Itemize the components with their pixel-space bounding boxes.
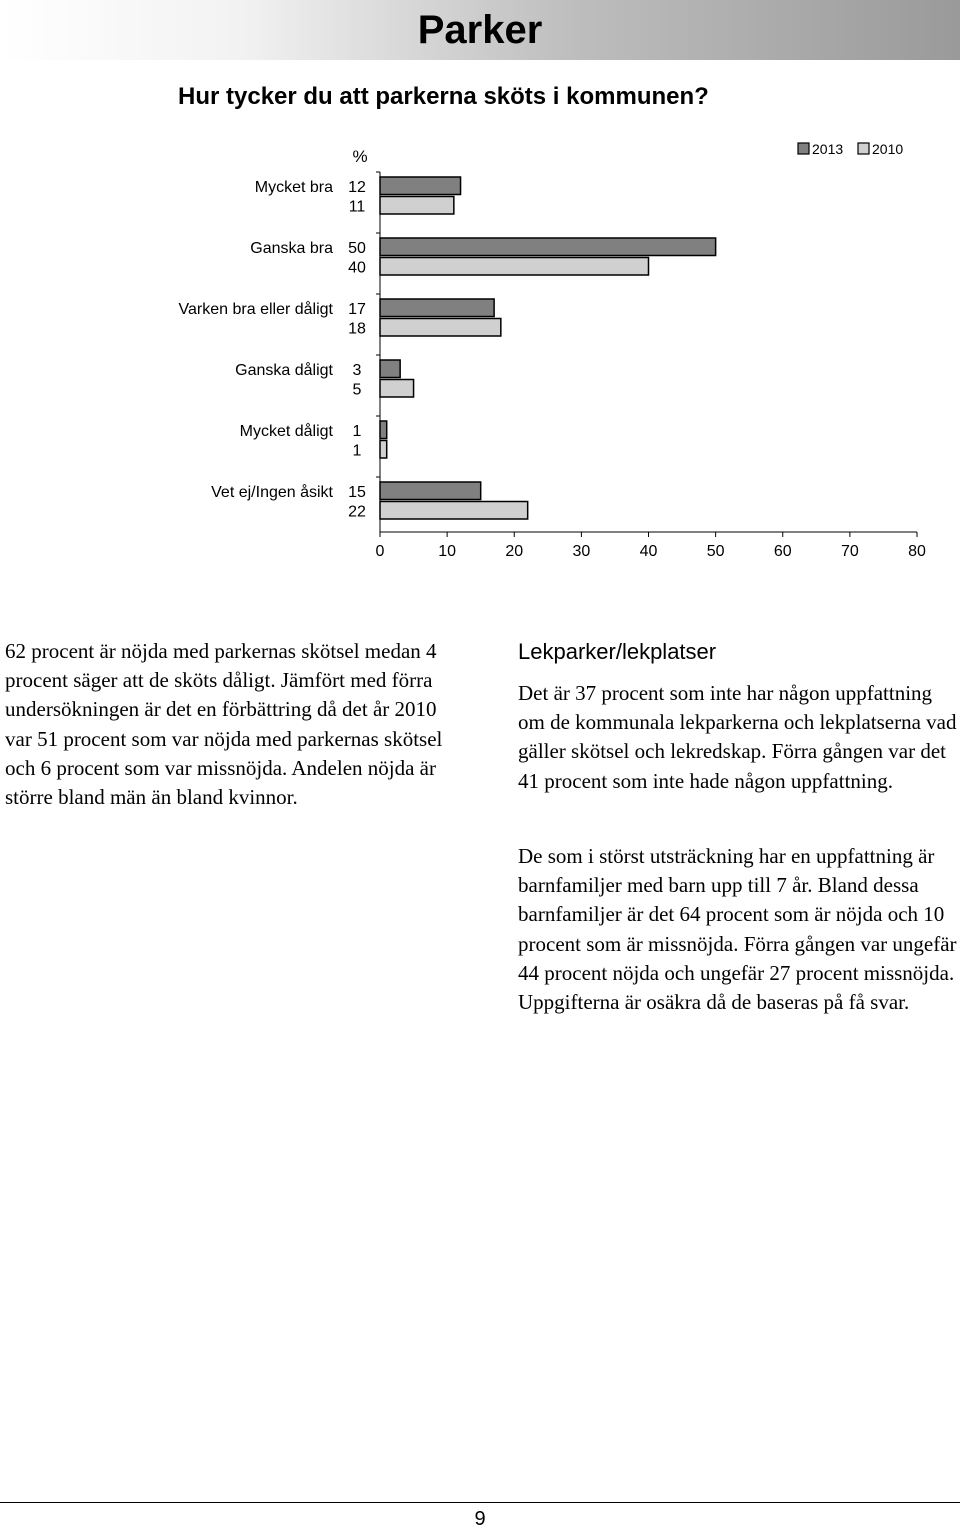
x-tick-label: 40 (639, 543, 658, 560)
data-label-2010: 11 (348, 198, 366, 216)
bar-2010 (380, 441, 387, 459)
section-heading-lekparker: Lekparker/lekplatser (518, 639, 717, 664)
x-tick-label: 60 (773, 543, 792, 560)
legend-label-2013: 2013 (812, 141, 844, 157)
bar-2013 (380, 482, 481, 500)
bar-2010 (380, 258, 649, 276)
data-label-2010: 5 (352, 381, 362, 399)
category-label: Mycket dåligt (239, 423, 333, 440)
category-label: Vet ej/Ingen åsikt (211, 484, 333, 501)
bar-chart (0, 130, 960, 570)
bar-2013 (380, 238, 716, 256)
right-paragraph-2: De som i störst utsträckning har en uppfattning är barnfamiljer med barn upp till 7 år. Bland dessa barnfamiljer är det 64 procent som är nöjda och 10 procent som är missnöjda. Förra gången var ungefär 44 procent nöjda och ungefär 27 procent missnöjda. Uppgifterna är osäkra då de baseras på få svar. (518, 844, 957, 1015)
bar-2010 (380, 380, 414, 398)
category-label: Varken bra eller dåligt (178, 301, 333, 318)
bar-2010 (380, 319, 501, 337)
bar-2010 (380, 197, 454, 215)
unit-label: % (352, 147, 368, 166)
x-tick-label: 20 (505, 543, 524, 560)
data-label-2013: 50 (348, 240, 366, 257)
footer-rule (0, 1502, 960, 1503)
x-tick-label: 0 (375, 543, 385, 560)
right-paragraph-1: Det är 37 procent som inte har någon uppfattning om de kommunala lekparkerna och lekplatserna vad gäller skötsel och lekredskap. Förra gången var det 41 procent som inte hade någon uppfattning. (518, 681, 957, 793)
bar-2013 (380, 299, 494, 317)
page-number: 9 (474, 1508, 486, 1530)
category-label: Mycket bra (254, 179, 333, 196)
bar-2013 (380, 177, 461, 195)
data-label-2013: 1 (352, 423, 362, 440)
category-label: Ganska dåligt (235, 362, 333, 379)
x-tick-label: 50 (706, 543, 725, 560)
bar-2013 (380, 360, 400, 378)
left-paragraph: 62 procent är nöjda med parkernas skötsel medan 4 procent säger att de sköts dåligt. Jämfört med förra undersökningen är det en förbättring då det år 2010 var 51 procent som var nöjda med parkernas skötsel och 6 procent som var missnöjda. Andelen nöjda är större bland män än bland kvinnor. (5, 639, 443, 810)
data-label-2013: 12 (348, 179, 366, 196)
legend-label-2010: 2010 (872, 141, 904, 157)
survey-question: Hur tycker du att parkerna sköts i kommunen? (178, 83, 709, 110)
legend-swatch-2013 (798, 143, 809, 154)
data-label-2013: 3 (352, 362, 362, 379)
legend-swatch-2010 (858, 143, 869, 154)
data-label-2013: 15 (348, 484, 366, 501)
x-tick-label: 30 (572, 543, 591, 560)
page-title: Parker (417, 8, 543, 52)
data-label-2010: 18 (348, 320, 366, 338)
data-label-2010: 1 (352, 442, 362, 460)
x-tick-label: 10 (438, 543, 457, 560)
bar-2010 (380, 502, 528, 520)
data-label-2010: 40 (348, 259, 366, 277)
x-tick-label: 70 (840, 543, 859, 560)
data-label-2010: 22 (348, 503, 366, 521)
bar-2013 (380, 421, 387, 439)
data-label-2013: 17 (348, 301, 366, 318)
x-tick-label: 80 (908, 543, 926, 560)
category-label: Ganska bra (250, 240, 333, 257)
